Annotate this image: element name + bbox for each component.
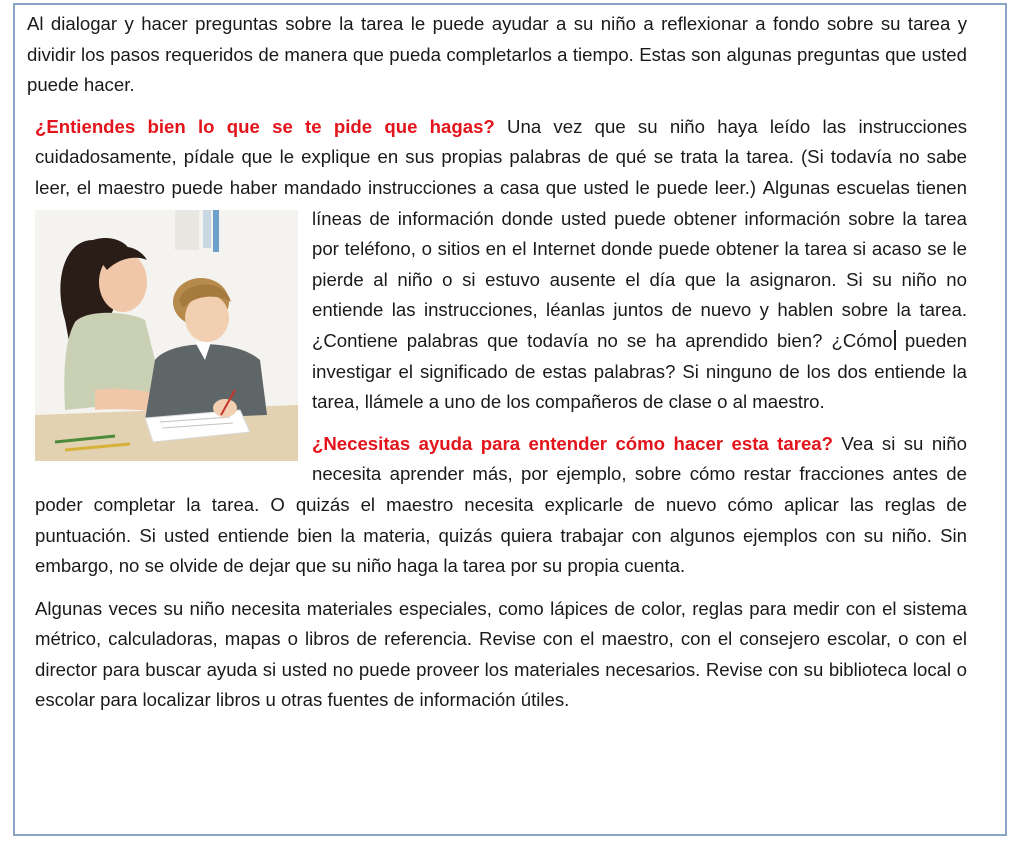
intro-paragraph: Al dialogar y hacer preguntas sobre la tarea le puede ayudar a su niño a reflexionar a fondo sobre su tarea y dividir los pasos requeridos de manera que pueda completarlos a tiempo. Estas son algunas preguntas que usted puede hacer. (27, 13, 967, 96)
document-body[interactable] (27, 9, 967, 716)
materials-paragraph: Algunas veces su niño necesita materiales especiales, como lápices de color, reglas para medir con el sistema métrico, calculadoras, mapas o libros de referencia. Revise con el maestro, con el consejero escolar, o con el director para buscar ayuda si usted no puede proveer los materiales necesarios. Revise con su biblioteca local o escolar para localizar libros u otras fuentes de información útiles. (35, 597, 967, 711)
question-2-heading: ¿Necesitas ayuda para entender cómo hacer esta tarea? (312, 432, 833, 454)
question-2-text: Vea si su niño necesita aprender más, por ejemplo, sobre cómo restar fracciones antes de poder completar la tarea. O quizás el maestro necesita explicarle de nuevo cómo aplicar las reglas de puntuación. Si usted entiende bien la materia, quizás quiera trabajar con algunos ejemplos con su niño. Sin embargo, no se olvide de dejar que su niño haga la tarea por su propia cuenta. (35, 432, 967, 577)
question-1-paragraph (27, 112, 967, 418)
photo-illustration (35, 210, 298, 461)
question-1-text-after-image: Algunas escuelas tienen líneas de información donde usted puede obtener información sobre la tarea por teléfono, o sitios en el Internet donde puede obtener la tarea si acaso se le pierde al niño o si estuvo ausente el día que la asignaron. Si su niño no entiende las instrucciones, léanlas juntos de nuevo y hablen sobre la tarea. ¿Contiene palabras que todavía no se ha aprendido bien? ¿Cómo (312, 176, 967, 351)
question-1-heading: ¿Entiendes bien lo que se te pide que hagas? (35, 115, 495, 137)
question-1-text-end: pueden investigar el significado de estas palabras? Si ninguno de los dos entiende la tarea, llámele a uno de los compañeros de clase o al maestro. (312, 329, 967, 413)
question-1-text-before-image: Una vez que su niño haya leído las instrucciones cuidadosamente, pídale que le explique en sus propias palabras de qué se trata la tarea. (Si todavía no sabe leer, el maestro puede haber mandado instrucciones a casa que usted le puede leer.) (35, 115, 967, 198)
mother-helping-child-homework-photo (35, 210, 298, 461)
